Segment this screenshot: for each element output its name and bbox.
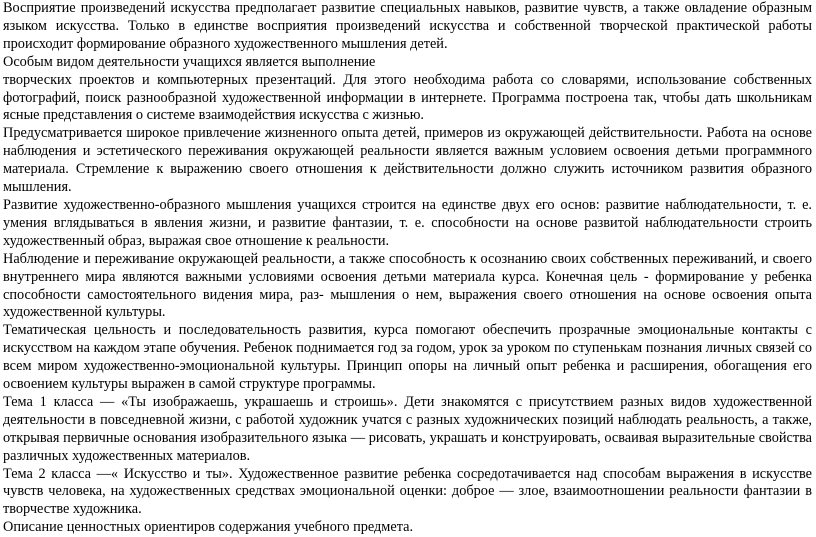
paragraph-activity-intro: Особым видом деятельности учащихся является выполнение [3, 53, 376, 70]
paragraph-thinking: Развитие художественно-образного мышления учащихся строится на единстве двух его основ: развитие наблюдательности, т. е. умения вглядываться в явления жизни, и развитие фантазии, т. е. способности на основе развитой наблюдательности строить художественный образ, выражая свое отношение к реальности. [3, 196, 812, 249]
paragraph-thematic: Тематическая цельность и последовательность развития, курса помогают обеспечить прозрачные эмоциональные контакты с искусством на каждом этапе обучения. Ребенок поднимается год за годом, урок за уроком по ступенькам познания личных связей со всем миром художественно-эмоциональной культуры. Принцип опоры на личный опыт ребенка и расширения, обогащения его освоением культуры выражен в самой структуре программы. [3, 322, 812, 393]
section-heading-values: Описание ценностных ориентиров содержания учебного предмета. [3, 519, 414, 536]
paragraph-perception: Восприятие произведений искусства предполагает развитие специальных навыков, развитие чувств, а также овладение образным языком искусства. Только в единстве восприятия произведений искусства и собственной творческой практической работы происходит формирование образного художественного мышления детей. [3, 0, 812, 52]
paragraph-projects: творческих проектов и компьютерных презентаций. Для этого необходима работа со словарями, использование собственных фотографий, поиск разнообразной художественной информации в интернете. Программа построена так, чтобы дать школьникам ясные представления о системе взаимодействия искусства с жизнью. [3, 71, 812, 124]
paragraph-grade-2: Тема 2 класса —« Искусство и ты». Художественное развитие ребенка сосредотачивается над способам выражения в искусстве чувств человека, на художественных средствах эмоциональной оценки: доброе — злое, взаимоотношении реальности фантазии в творчестве художника. [3, 465, 812, 518]
paragraph-grade-1: Тема 1 класса — «Ты изображаешь, украшаешь и строишь». Дети знакомятся с присутствием разных видов художественной деятельности в повседневной жизни, с работой художник учатся с разных художнических позиций наблюдать реальность, а также, открывая первичные основания изобразительного языка — рисовать, украшать и конструировать, осваивая выразительные свойства различных художественных материалов. [3, 393, 812, 464]
paragraph-observation: Наблюдение и переживание окружающей реальности, а также способность к осознанию своих собственных переживаний, и своего внутреннего мира являются важными условиями освоения детьми материала курса. Конечная цель - формирование у ребенка способности самостоятельного видения мира, раз- мышления о нем, выражения своего отношения на основе освоения опыта художественной культуры. [3, 250, 812, 321]
paragraph-life-experience: Предусматривается широкое привлечение жизненного опыта детей, примеров из окружающей действительности. Работа на основе наблюдения и эстетического переживания окружающей реальности является важным условием освоения детьми программного материала. Стремление к выражению своего отношения к действительности должно служить источником развития образного мышления. [3, 125, 812, 196]
